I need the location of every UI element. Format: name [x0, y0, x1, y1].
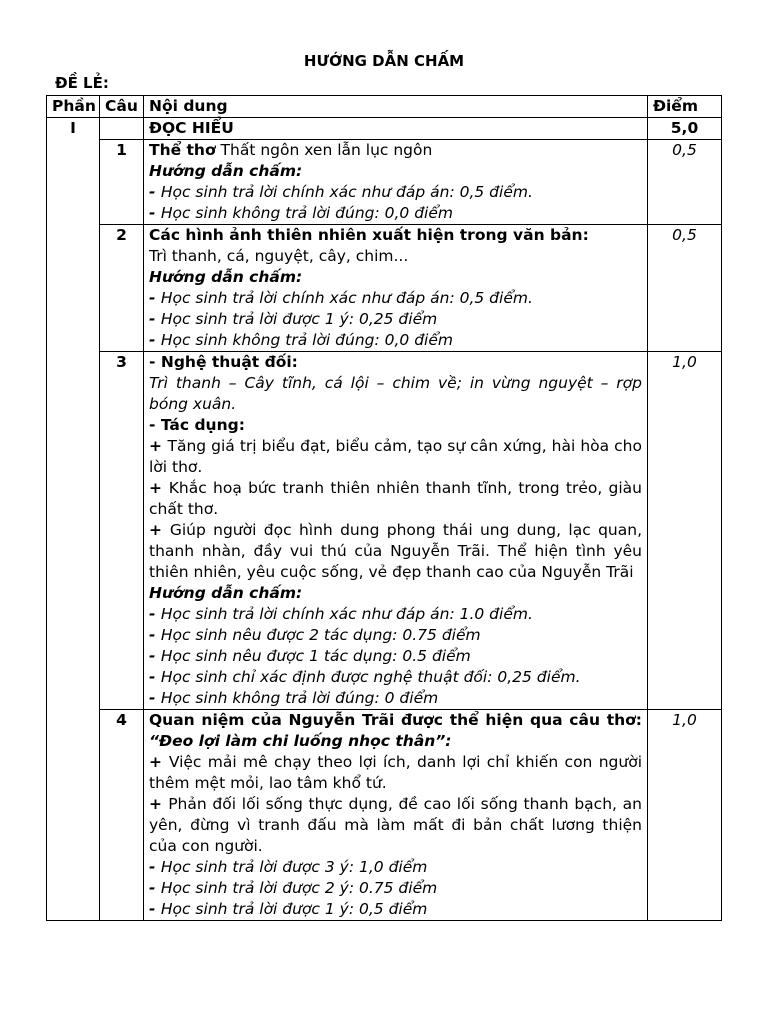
- q3-heading-art: Nghệ thuật đối:: [160, 353, 298, 371]
- q2-lead-rest: Trì thanh, cá, nguyệt, cây, chim...: [149, 247, 409, 265]
- q3-guide: Hướng dẫn chấm:: [149, 584, 303, 602]
- q3-score: 1,0: [648, 352, 722, 710]
- table-header-row: [47, 96, 722, 118]
- q1-number: 1: [100, 140, 144, 225]
- section-phan: I: [47, 118, 100, 140]
- q1-guide: Hướng dẫn chấm:: [149, 162, 303, 180]
- q2-score: 0,5: [648, 225, 722, 352]
- q2-item: Học sinh trả lời chính xác như đáp án: 0,5 điểm.: [160, 289, 533, 307]
- q3-point: Khắc hoạ bức tranh thiên nhiên thanh tĩnh, trong trẻo, giàu chất thơ.: [149, 479, 642, 518]
- q3-item: Học sinh nêu được 1 tác dụng: 0.5 điểm: [160, 647, 471, 665]
- section-cau-empty: [100, 118, 144, 140]
- table-row-q3: [47, 352, 722, 710]
- q2-item: Học sinh không trả lời đúng: 0,0 điểm: [160, 331, 453, 349]
- q4-lead-bold: Quan niệm của Nguyễn Trãi được thể hiện qua câu thơ:: [149, 711, 642, 729]
- q1-item: Học sinh không trả lời đúng: 0,0 điểm: [160, 204, 453, 222]
- q2-lead-bold: Các hình ảnh thiên nhiên xuất hiện trong văn bản:: [149, 226, 589, 244]
- q2-number: 2: [100, 225, 144, 352]
- q2-item: Học sinh trả lời được 1 ý: 0,25 điểm: [160, 310, 438, 328]
- table-row-q2: [47, 225, 722, 352]
- q4-number: 4: [100, 710, 144, 921]
- phan-cell: [47, 352, 100, 710]
- q2-content: Các hình ảnh thiên nhiên xuất hiện trong văn bản: Trì thanh, cá, nguyệt, cây, chim... Hướng dẫn chấm: - Học sinh trả lời chính xác như đáp án: 0,5 điểm. - Học sinh trả lời được 1 ý: 0,25 điểm - Học sinh không trả lời đúng: 0,0 điểm: [144, 225, 648, 352]
- q4-point: Phản đối lối sống thực dụng, đề cao lối sống thanh bạch, an yên, đừng vì tranh đấu mà làm mất đi bản chất lương thiện của con người.: [149, 795, 642, 855]
- q3-number: 3: [100, 352, 144, 710]
- grading-table: [46, 95, 722, 921]
- table-row-q1: [47, 140, 722, 225]
- q4-item: Học sinh trả lời được 2 ý: 0.75 điểm: [160, 879, 438, 897]
- q1-lead-bold: Thể thơ: [149, 141, 216, 159]
- phan-cell: [47, 225, 100, 352]
- q1-item: Học sinh trả lời chính xác như đáp án: 0,5 điểm.: [160, 183, 533, 201]
- section-row: [47, 118, 722, 140]
- q1-lead-rest: Thất ngôn xen lẫn lục ngôn: [215, 141, 433, 159]
- q1-score: 0,5: [648, 140, 722, 225]
- q3-item: Học sinh chỉ xác định được nghệ thuật đối: 0,25 điểm.: [160, 668, 581, 686]
- q3-quote: Trì thanh – Cây tĩnh, cá lội – chim về; in vừng nguyệt – rợp bóng xuân.: [149, 374, 642, 413]
- q3-content: - Nghệ thuật đối: Trì thanh – Cây tĩnh, cá lội – chim về; in vừng nguyệt – rợp bóng xuân. - Tác dụng: + Tăng giá trị biểu đạt, biểu cảm, tạo sự cân xứng, hài hòa cho lời thơ. + Khắc hoạ bức tranh thiên nhiên thanh tĩnh, trong trẻo, giàu chất thơ. + Giúp người đọc hình dung phong thái ung dung, lạc quan, thanh nhàn, đầy vui thú của Nguyễn Trãi. Thể hiện tình yêu thiên nhiên, yêu cuộc sống, vẻ đẹp thanh cao của Nguyễn Trãi Hướng dẫn chấm: - Học sinh trả lời chính xác như đáp án: 1.0 điểm. - Học sinh nêu được 2 tác dụng: 0.75 điểm - Học sinh nêu được 1 tác dụng: 0.5 điểm - Học sinh chỉ xác định được nghệ thuật đối: 0,25 điểm. - Học sinh không trả lời đúng: 0 điểm: [144, 352, 648, 710]
- q4-item: Học sinh trả lời được 1 ý: 0,5 điểm: [160, 900, 428, 918]
- q4-point: Việc mải mê chạy theo lợi ích, danh lợi chỉ khiến con người thêm mệt mỏi, lao tâm khổ tứ.: [149, 753, 642, 792]
- header-noidung: Nội dung: [144, 96, 648, 118]
- q4-lead-quote: “Đeo lợi làm chi luống nhọc thân”:: [149, 732, 452, 750]
- header-cau: Câu: [100, 96, 144, 118]
- header-diem: Điểm: [648, 96, 722, 118]
- q3-item: Học sinh không trả lời đúng: 0 điểm: [160, 689, 439, 707]
- q4-item: Học sinh trả lời được 3 ý: 1,0 điểm: [160, 858, 428, 876]
- document-title: HƯỚNG DẪN CHẤM: [303, 52, 465, 70]
- table-row-q4: [47, 710, 722, 921]
- q3-item: Học sinh trả lời chính xác như đáp án: 1.0 điểm.: [160, 605, 533, 623]
- exam-variant-label: ĐỀ LẺ:: [55, 74, 109, 92]
- q4-score: 1,0: [648, 710, 722, 921]
- q4-content: Quan niệm của Nguyễn Trãi được thể hiện qua câu thơ: “Đeo lợi làm chi luống nhọc thân”: + Việc mải mê chạy theo lợi ích, danh lợi chỉ khiến con người thêm mệt mỏi, lao tâm khổ tứ. + Phản đối lối sống thực dụng, đề cao lối sống thanh bạch, an yên, đừng vì tranh đấu mà làm mất đi bản chất lương thiện của con người. - Học sinh trả lời được 3 ý: 1,0 điểm - Học sinh trả lời được 2 ý: 0.75 điểm - Học sinh trả lời được 1 ý: 0,5 điểm: [144, 710, 648, 921]
- phan-cell: [47, 710, 100, 921]
- q2-guide: Hướng dẫn chấm:: [149, 268, 303, 286]
- q3-point: Tăng giá trị biểu đạt, biểu cảm, tạo sự cân xứng, hài hòa cho lời thơ.: [149, 437, 642, 476]
- q3-point: Giúp người đọc hình dung phong thái ung dung, lạc quan, thanh nhàn, đầy vui thú của Nguyễn Trãi. Thể hiện tình yêu thiên nhiên, yêu cuộc sống, vẻ đẹp thanh cao của Nguyễn Trãi: [149, 521, 642, 581]
- q1-content: Thể thơ Thất ngôn xen lẫn lục ngôn Hướng dẫn chấm: - Học sinh trả lời chính xác như đáp án: 0,5 điểm. - Học sinh không trả lời đúng: 0,0 điểm: [144, 140, 648, 225]
- section-score: 5,0: [648, 118, 722, 140]
- phan-cell: [47, 140, 100, 225]
- q3-heading-effect: Tác dụng:: [160, 416, 245, 434]
- section-label: ĐỌC HIỂU: [144, 118, 648, 140]
- q3-item: Học sinh nêu được 2 tác dụng: 0.75 điểm: [160, 626, 481, 644]
- header-phan: Phần: [47, 96, 100, 118]
